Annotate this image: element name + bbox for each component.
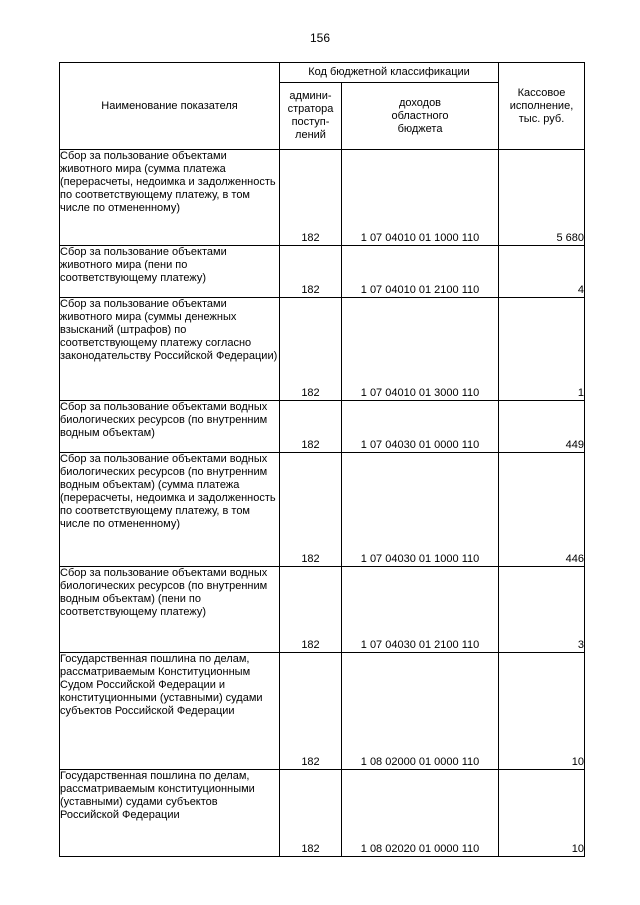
row-code: 1 07 04030 01 0000 110 (342, 401, 499, 453)
header-administrator: админи- стратора поступ- лений (280, 83, 342, 150)
row-admin: 182 (280, 401, 342, 453)
table-row (60, 453, 585, 567)
row-code: 1 07 04030 01 2100 110 (342, 567, 499, 653)
row-code: 1 07 04010 01 3000 110 (342, 298, 499, 401)
table-row (60, 401, 585, 453)
page-number: 156 (309, 31, 331, 45)
row-amount: 449 (499, 401, 585, 453)
row-name: Государственная пошлина по делам, рассматриваемым Конституционным Судом Российской Федерации и конституционными (уставными) судами субъектов Российской Федерации (60, 653, 280, 770)
row-code: 1 08 02020 01 0000 110 (342, 770, 499, 857)
header-code-group: Код бюджетной классификации (280, 63, 499, 83)
row-code: 1 07 04010 01 2100 110 (342, 246, 499, 298)
table-row (60, 246, 585, 298)
row-admin: 182 (280, 298, 342, 401)
table-row (60, 150, 585, 246)
row-admin: 182 (280, 567, 342, 653)
row-amount: 5 680 (499, 150, 585, 246)
table-row (60, 770, 585, 857)
header-amount: Кассовое исполнение, тыс. руб. (499, 63, 585, 150)
row-code: 1 07 04030 01 1000 110 (342, 453, 499, 567)
row-amount: 10 (499, 653, 585, 770)
table-row (60, 567, 585, 653)
row-amount: 10 (499, 770, 585, 857)
row-name: Сбор за пользование объектами животного мира (пени по соответствующему платежу) (60, 246, 280, 298)
row-admin: 182 (280, 246, 342, 298)
header-revenue: доходов областного бюджета (342, 83, 499, 150)
row-name: Сбор за пользование объектами животного мира (суммы денежных взысканий (штрафов) по соответствующему платежу согласно законодательству Российской Федерации) (60, 298, 280, 401)
row-name: Государственная пошлина по делам, рассматриваемым конституционными (уставными) судами субъектов Российской Федерации (60, 770, 280, 857)
table-row (60, 298, 585, 401)
row-name: Сбор за пользование объектами водных биологических ресурсов (по внутренним водным объектам) (60, 401, 280, 453)
budget-table (59, 62, 585, 857)
row-admin: 182 (280, 150, 342, 246)
row-amount: 446 (499, 453, 585, 567)
header-name: Наименование показателя (60, 63, 280, 150)
row-amount: 1 (499, 298, 585, 401)
row-name: Сбор за пользование объектами водных биологических ресурсов (по внутренним водным объектам) (сумма платежа (перерасчеты, недоимка и задолженность по соответствующему платежу, в том числе по отмененному) (60, 453, 280, 567)
row-code: 1 07 04010 01 1000 110 (342, 150, 499, 246)
table-row (60, 653, 585, 770)
row-name: Сбор за пользование объектами водных биологических ресурсов (по внутренним водным объектам) (пени по соответствующему платежу) (60, 567, 280, 653)
row-admin: 182 (280, 653, 342, 770)
row-admin: 182 (280, 770, 342, 857)
row-name: Сбор за пользование объектами животного мира (сумма платежа (перерасчеты, недоимка и задолженность по соответствующему платежу, в том числе по отмененному) (60, 150, 280, 246)
row-amount: 4 (499, 246, 585, 298)
row-amount: 3 (499, 567, 585, 653)
row-admin: 182 (280, 453, 342, 567)
row-code: 1 08 02000 01 0000 110 (342, 653, 499, 770)
